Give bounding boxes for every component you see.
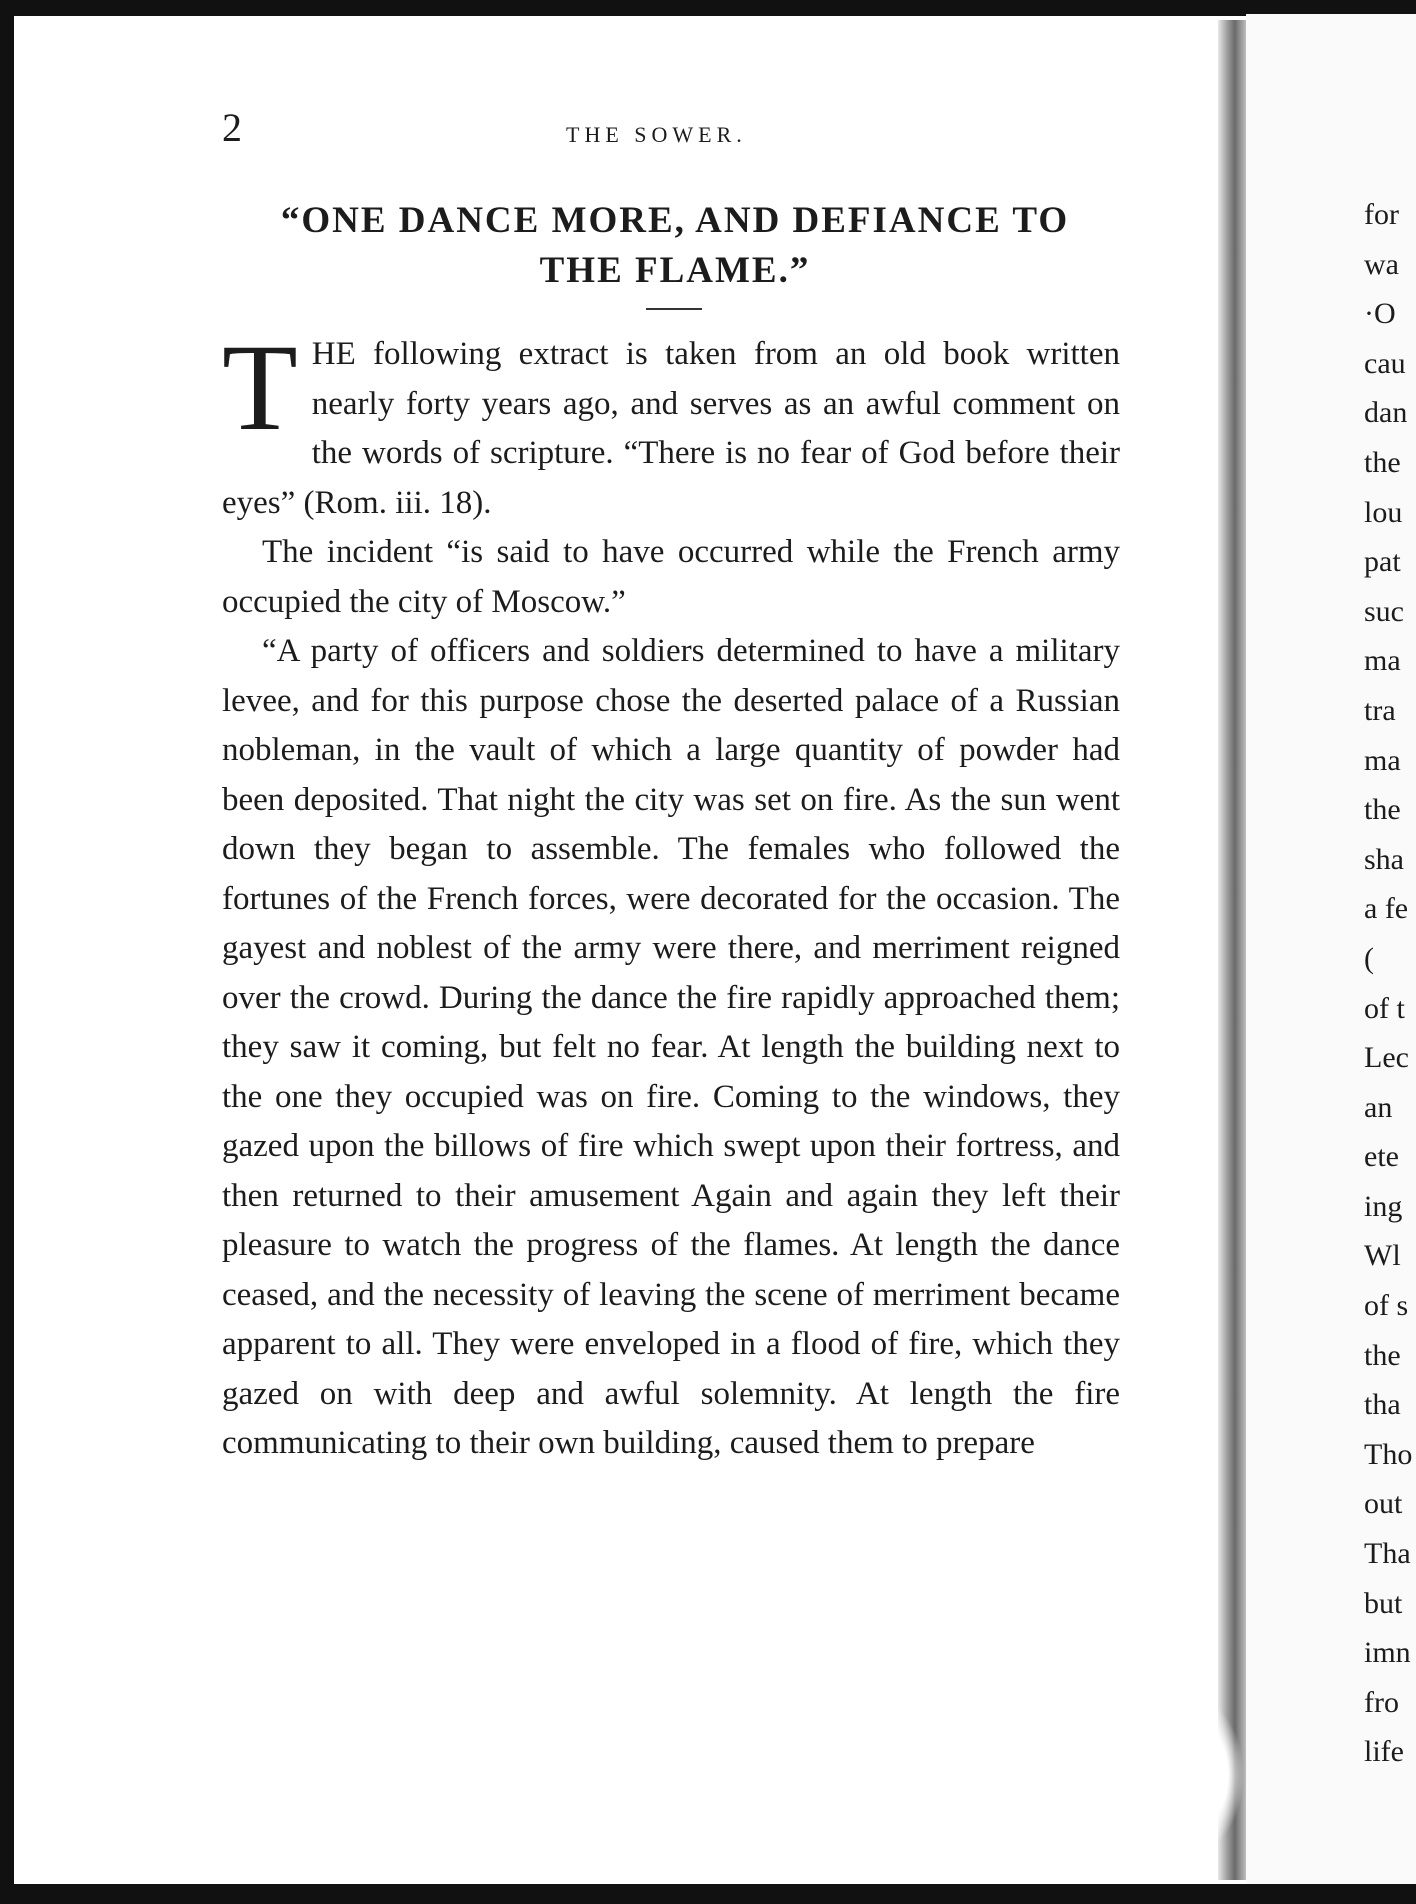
- facing-page-line: ma: [1364, 743, 1401, 777]
- facing-page-line: lou: [1364, 495, 1403, 529]
- facing-page-line: out: [1364, 1487, 1403, 1521]
- page-number: 2: [222, 105, 243, 150]
- facing-page-line: tra: [1364, 693, 1396, 727]
- facing-page-line: Tha: [1364, 1537, 1411, 1571]
- facing-page-line: for: [1364, 198, 1399, 231]
- facing-page-line: sha: [1364, 842, 1404, 876]
- scan-border-bottom: [0, 1884, 1416, 1904]
- scan-border-right-top: [1234, 0, 1416, 14]
- facing-page-line: suc: [1364, 594, 1404, 628]
- facing-page-line: tha: [1364, 1388, 1401, 1422]
- facing-page-line: of t: [1364, 991, 1405, 1025]
- title-divider: [646, 308, 702, 310]
- scan-border-top: [0, 0, 1416, 16]
- facing-page-line: (: [1364, 941, 1374, 975]
- facing-page-line: cau: [1364, 346, 1406, 380]
- facing-page-line: Tho: [1364, 1437, 1413, 1471]
- paragraph-1-text: HE following extract is taken from an old book written nearly forty years ago, and serves as an awful comment on the words of scripture. “There is no fear of God before their eyes” (Rom. iii. 18).: [222, 336, 1120, 521]
- facing-page-line: of s: [1364, 1289, 1409, 1323]
- book-gutter: [1218, 20, 1246, 1880]
- scan-border-left: [0, 0, 14, 1904]
- article-body: [222, 319, 1120, 1469]
- facing-page-line: ing: [1364, 1189, 1403, 1223]
- facing-page-line: the: [1364, 445, 1401, 479]
- facing-page-line: pat: [1364, 545, 1401, 579]
- facing-page-line: a fe: [1364, 892, 1409, 926]
- paragraph-1: [222, 319, 1120, 528]
- facing-page-line: the: [1364, 1338, 1401, 1372]
- paragraph-2: The incident “is said to have occurred while the French army occupied the city of Moscow.”: [222, 534, 1120, 620]
- facing-page-line: an: [1364, 1090, 1393, 1124]
- facing-page-line: wa: [1364, 247, 1399, 281]
- facing-page-line: but: [1364, 1586, 1403, 1620]
- facing-page-line: ete: [1364, 1140, 1399, 1174]
- facing-page-line: life: [1364, 1735, 1404, 1769]
- facing-page-line: imn: [1364, 1636, 1411, 1670]
- facing-page-line: Lec: [1364, 1041, 1409, 1075]
- title-line-1: “ONE DANCE MORE, AND DEFIANCE TO: [280, 200, 1070, 241]
- facing-page-line: dan: [1364, 396, 1408, 430]
- facing-page-text: [1364, 190, 1416, 1777]
- drop-cap: T: [222, 319, 298, 456]
- facing-page-line: the: [1364, 793, 1401, 827]
- facing-page-line: ma: [1364, 644, 1401, 678]
- facing-page-line: fro: [1364, 1685, 1399, 1719]
- paragraph-3: “A party of officers and soldiers determined to have a military levee, and for this purpose chose the deserted palace of a Russian nobleman, in the vault of which a large quantity of powder had been deposited. That night the city was set on fire. As the sun went down they began to assemble. The females who followed the fortunes of the French forces, were decorated for the occasion. The gayest and noblest of the army were there, and merriment reigned over the crowd. During the dance the fire rapidly approached them; they saw it coming, but felt no fear. At length the building next to the one they occupied was on fire. Coming to the windows, they gazed upon the billows of fire which swept upon their fortress, and then returned to their amusement Again and again they left their pleasure to watch the progress of the flames. At length the dance ceased, and the necessity of leaving the scene of merriment became apparent to all. They were enveloped in a flood of fire, which they gazed on with deep and awful solemnity. At length the fire communicating to their own building, caused them to prepare: [222, 633, 1120, 1461]
- page-edge-notch: [1200, 1700, 1244, 1850]
- facing-page-line: Wl: [1364, 1239, 1401, 1273]
- title-line-2: THE FLAME.”: [539, 250, 811, 291]
- running-head: THE SOWER.: [566, 122, 747, 147]
- article-title: [222, 196, 1128, 296]
- facing-page-line: ·O: [1364, 297, 1396, 331]
